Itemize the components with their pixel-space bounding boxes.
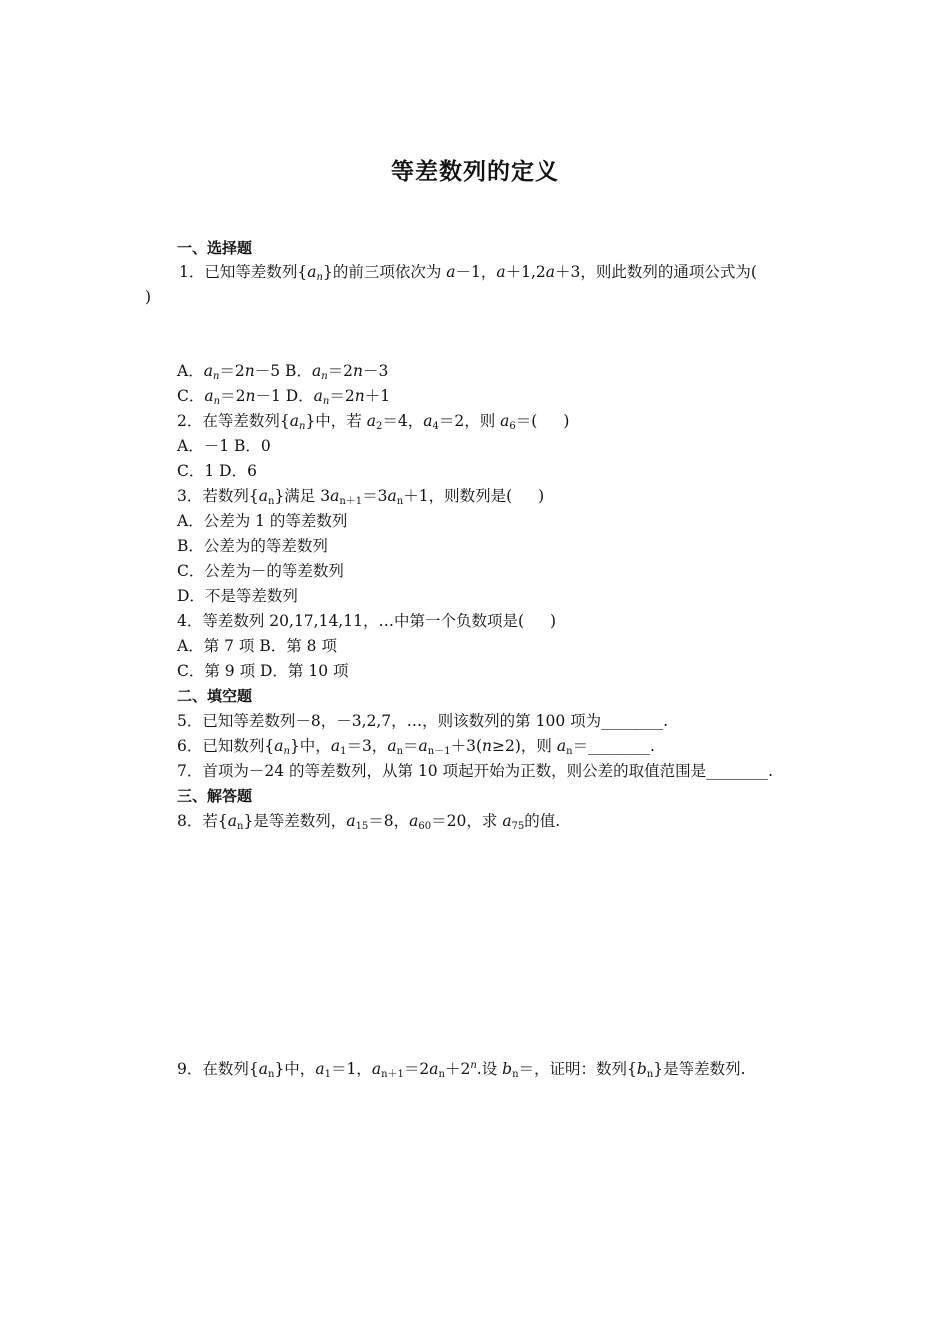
- question-1-close-paren: ): [145, 288, 152, 306]
- question-2-options-ab: A．－1 B．0: [177, 437, 271, 455]
- question-4-options-cd: C．第 9 项 D．第 10 项: [177, 662, 349, 680]
- question-2: 2．在等差数列$\{a_n\}$中，若 $a_2=4$，$a_4=2$，则 $a_6=$( ): [177, 412, 570, 432]
- section-heading-fill: 二、填空题: [177, 687, 253, 705]
- section-heading-choice: 一、选择题: [177, 239, 253, 257]
- question-3-option-b: B．公差为的等差数列: [177, 537, 328, 555]
- question-1-options-ab: A．$a_n=2n-5$ B．$a_n=2n-3$: [177, 362, 389, 382]
- question-7: 7．首项为－24 的等差数列，从第 10 项起开始为正数，则公差的取值范围是________.: [177, 762, 774, 780]
- section-heading-answer: 三、解答题: [177, 787, 253, 805]
- question-3-option-a: A．公差为 1 的等差数列: [177, 512, 348, 530]
- page-title: 等差数列的定义: [391, 159, 559, 185]
- question-5: 5．已知等差数列－8，－3,2,7，…，则该数列的第 100 项为________.: [177, 712, 669, 730]
- question-3: 3．若数列$\{a_n\}$满足 $3a_{n+1}=3a_n+1$，则数列是( ): [177, 487, 545, 507]
- question-6: 6．已知数列$\{a_n\}$中，$a_1=3$，$a_n=a_{n-1}+3(n\ge 2)$，则 $a_n=\_\_\_\_\_\_\_\_$.: [177, 737, 655, 757]
- question-3-option-d: D．不是等差数列: [177, 587, 298, 605]
- question-2-options-cd: C．1 D．6: [177, 462, 257, 480]
- question-4: 4．等差数列 20,17,14,11，…中第一个负数项是( ): [177, 612, 557, 630]
- question-1-options-cd: C．$a_n=2n-1$ D．$a_n=2n+1$: [177, 387, 391, 407]
- question-3-option-c: C．公差为－的等差数列: [177, 562, 344, 580]
- question-4-options-ab: A．第 7 项 B．第 8 项: [177, 637, 337, 655]
- question-9: 9．在数列$\{a_n\}$中，$a_1=1$，$a_{n+1}=2a_n+2^n$.设 $b_n=$，证明：数列$\{b_n\}$是等差数列.: [177, 1060, 746, 1080]
- question-1: 1．已知等差数列$\{a_n\}$的前三项依次为 a－1，a＋1,2a＋3，则此数列的通项公式为(: [179, 263, 757, 283]
- question-8: 8．若$\{a_n\}$是等差数列，$a_{15}=8$，$a_{60}=20$，求 $a_{75}$的值.: [177, 812, 561, 832]
